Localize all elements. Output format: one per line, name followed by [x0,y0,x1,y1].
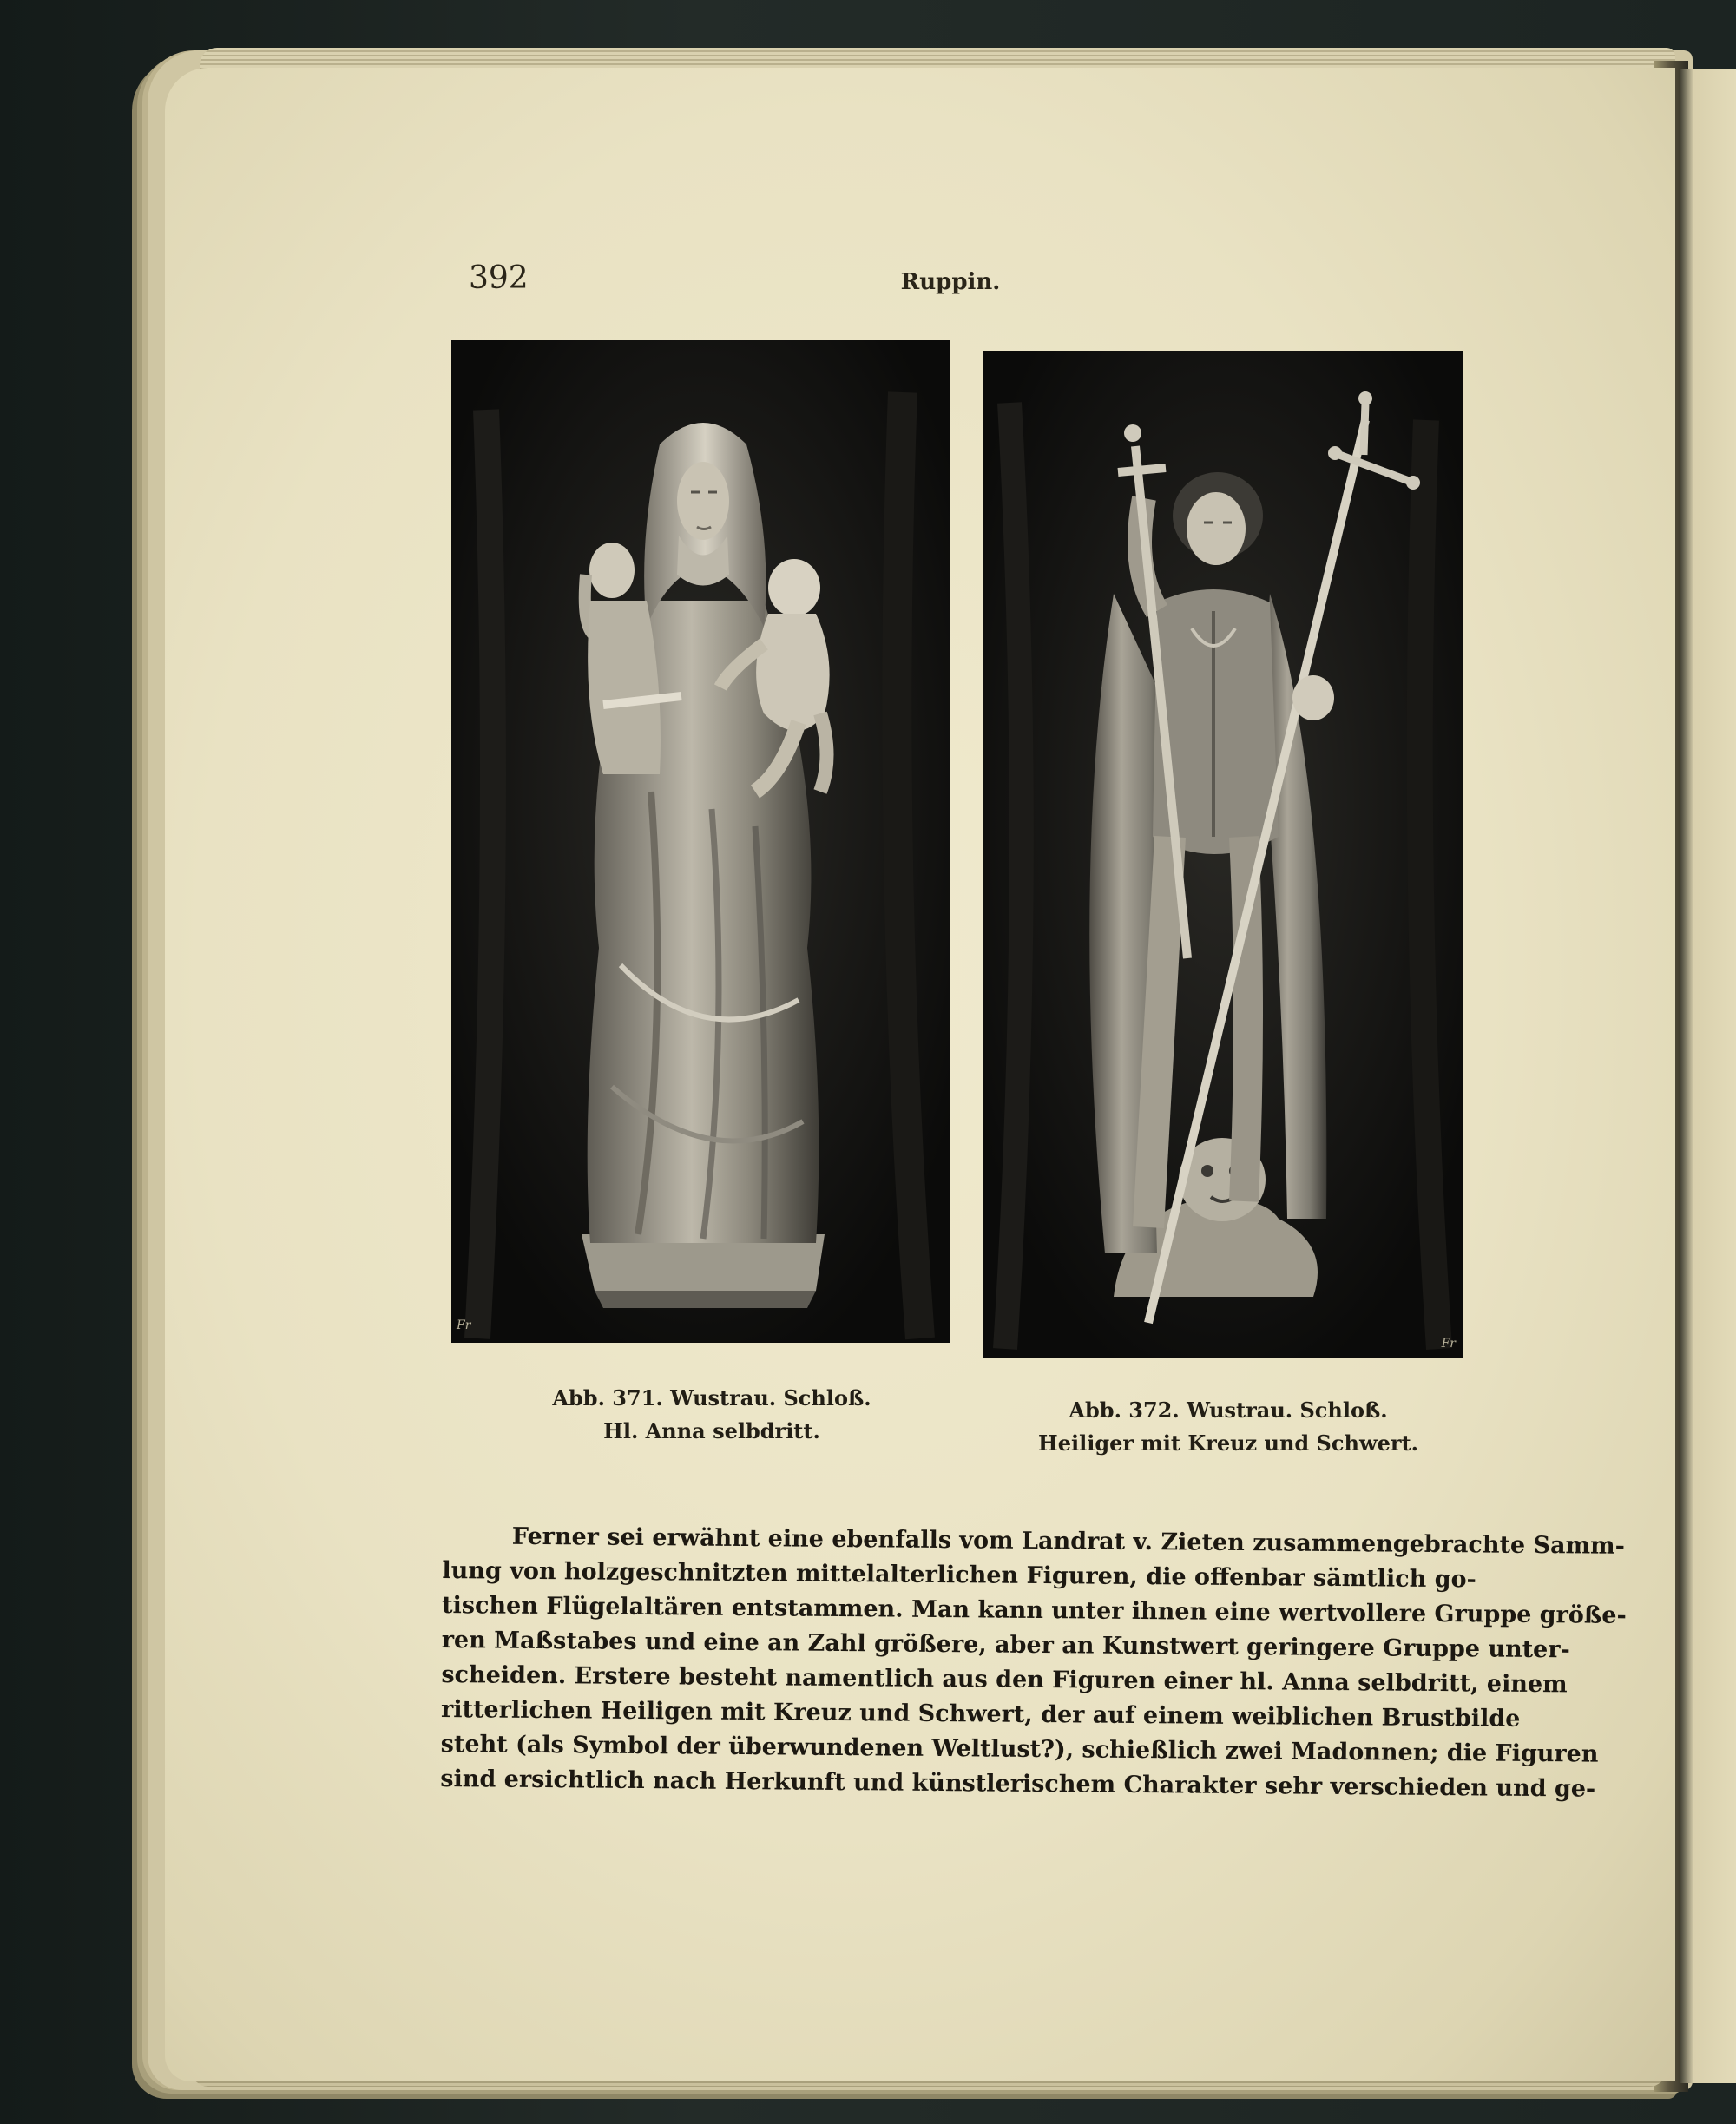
caption-line: Hl. Anna selbdritt. [603,1418,820,1443]
body-line: ritterlichen Heiligen mit Kreuz und Schwert, der auf einem weiblichen Brustbilde [440,1695,1521,1733]
body-line: Ferner sei erwähnt eine ebenfalls vom Landrat v. Zieten zusammengebrachte Samm- [511,1522,1626,1560]
body-line: sind ersichtlich nach Herkunft und künstlerischem Charakter sehr verschieden und ge- [440,1765,1596,1803]
figure-caption-372 [1007,1394,1450,1460]
body-line: steht (als Symbol der überwundenen Weltlust?), schießlich zwei Madonnen; die Figuren [440,1730,1599,1768]
body-line: scheiden. Erstere besteht namentlich aus den Figuren einer hl. Anna selbdritt, einem [441,1660,1568,1699]
figure-caption-371 [486,1382,937,1448]
figure-photo-372 [983,351,1463,1358]
body-line: tischen Flügelaltären entstammen. Man kann unter ihnen eine wertvollere Gruppe größe- [441,1591,1627,1629]
body-line: lung von holzgeschnitzten mittelalterlichen Figuren, die offenbar sämtlich go- [442,1556,1476,1594]
body-paragraph [440,1519,1627,1805]
heiliger-mit-kreuz-sculpture-image [983,351,1463,1358]
facing-page-edge [1680,69,1736,2083]
photo-credit-mark: Fr [1441,1337,1456,1351]
caption-line: Abb. 372. Wustrau. Schloß. [1069,1397,1388,1423]
anna-selbdritt-sculpture-image [451,340,950,1343]
running-title: Ruppin. [900,269,1001,295]
caption-line: Heiliger mit Kreuz und Schwert. [1038,1430,1418,1456]
photo-credit-mark: Fr [457,1318,471,1332]
body-line: ren Maßstabes und eine an Zahl größere, aber an Kunstwert geringere Gruppe unter- [441,1626,1570,1664]
page-number: 392 [469,260,529,296]
figure-photo-371 [451,340,950,1343]
caption-line: Abb. 371. Wustrau. Schloß. [552,1385,871,1411]
